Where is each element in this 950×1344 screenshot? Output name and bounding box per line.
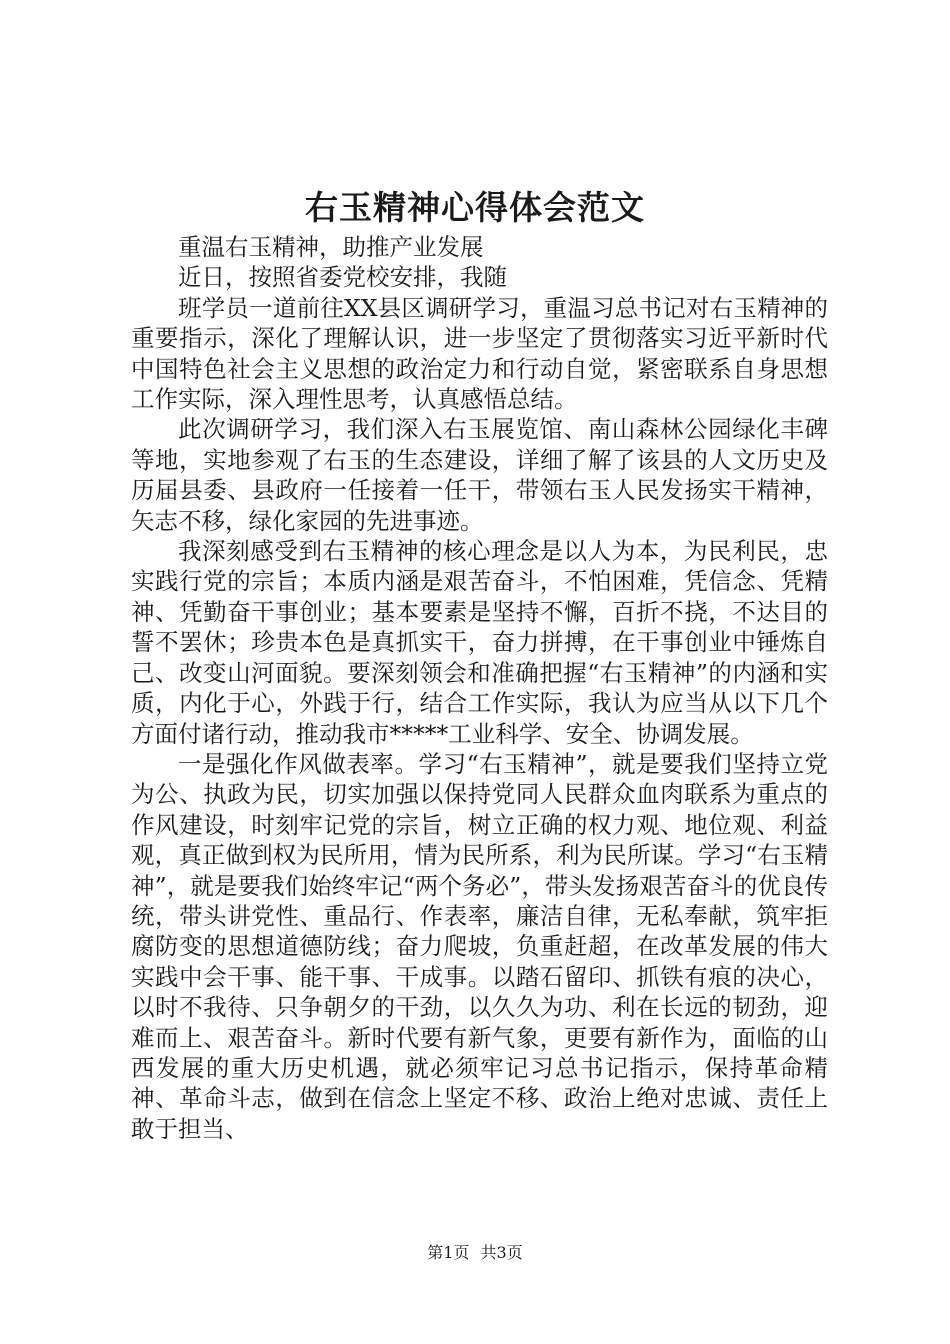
document-title: 右玉精神心得体会范文 [305,188,645,227]
page-footer [0,1243,950,1263]
paragraph-visit: 此次调研学习，我们深入右玉展览馆、南山森林公园绿化丰碑等地，实地参观了右玉的生态建设，详细了解了该县的人文历史及历届县委、县政府一任接着一任干，带领右玉人民发扬实干精神，矢志不移，绿化家园的先进事迹。 [131,415,828,535]
paragraph-point-one: 一是强化作风做表率。学习“右玉精神”，就是要我们坚持立党为公、执政为民，切实加强以保持党同人民群众血肉联系为重点的作风建设，时刻牢记党的宗旨，树立正确的权力观、地位观、利益观，真正做到权为民所用，情为民所系，利为民所谋。学习“右玉精神”，就是要我们始终牢记“两个务必”，带头发扬艰苦奋斗的优良传统，带头讲党性、重品行、作表率，廉洁自律，无私奉献，筑牢拒腐防变的思想道德防线；奋力爬坡，负重赶超，在改革发展的伟大实践中会干事、能干事、干成事。以踏石留印、抓铁有痕的决心，以时不我待、只争朝夕的干劲，以久久为功、利在长远的韧劲，迎难而上、艰苦奋斗。新时代要有新气象，更要有新作为，面临的山西发展的重大历史机遇，就必须牢记习总书记指示，保持革命精神、革命斗志，做到在信念上坚定不移、政治上绝对忠诚、责任上敢于担当、 [131,749,828,1143]
page-total: 共3页 [480,1243,523,1262]
paragraph-intro: 近日，按照省委党校安排，我随 [178,263,507,292]
paragraph-core-ideas: 我深刻感受到右玉精神的核心理念是以人为本，为民利民，忠实践行党的宗旨；本质内涵是艰苦奋斗，不怕困难，凭信念、凭精神、凭勤奋干事创业；基本要素是坚持不懈，百折不挠，不达目的誓不罢休；珍贵本色是真抓实干，奋力拼搏，在干事创业中锤炼自己、改变山河面貌。要深刻领会和准确把握“右玉精神”的内涵和实质，内化于心，外践于行，结合工作实际，我认为应当从以下几个方面付诸行动，推动我市*****工业科学、安全、协调发展。 [131,537,828,748]
paragraph-study-trip: 班学员一道前往XX县区调研学习，重温习总书记对右玉精神的重要指示，深化了理解认识，进一步坚定了贯彻落实习近平新时代中国特色社会主义思想的政治定力和行动自觉，紧密联系自身思想工作实际，深入理性思考，认真感悟总结。 [131,293,828,414]
page-number: 第1页 [427,1243,470,1262]
paragraph-subtitle: 重温右玉精神，助推产业发展 [178,233,484,261]
document-body [131,232,828,1144]
